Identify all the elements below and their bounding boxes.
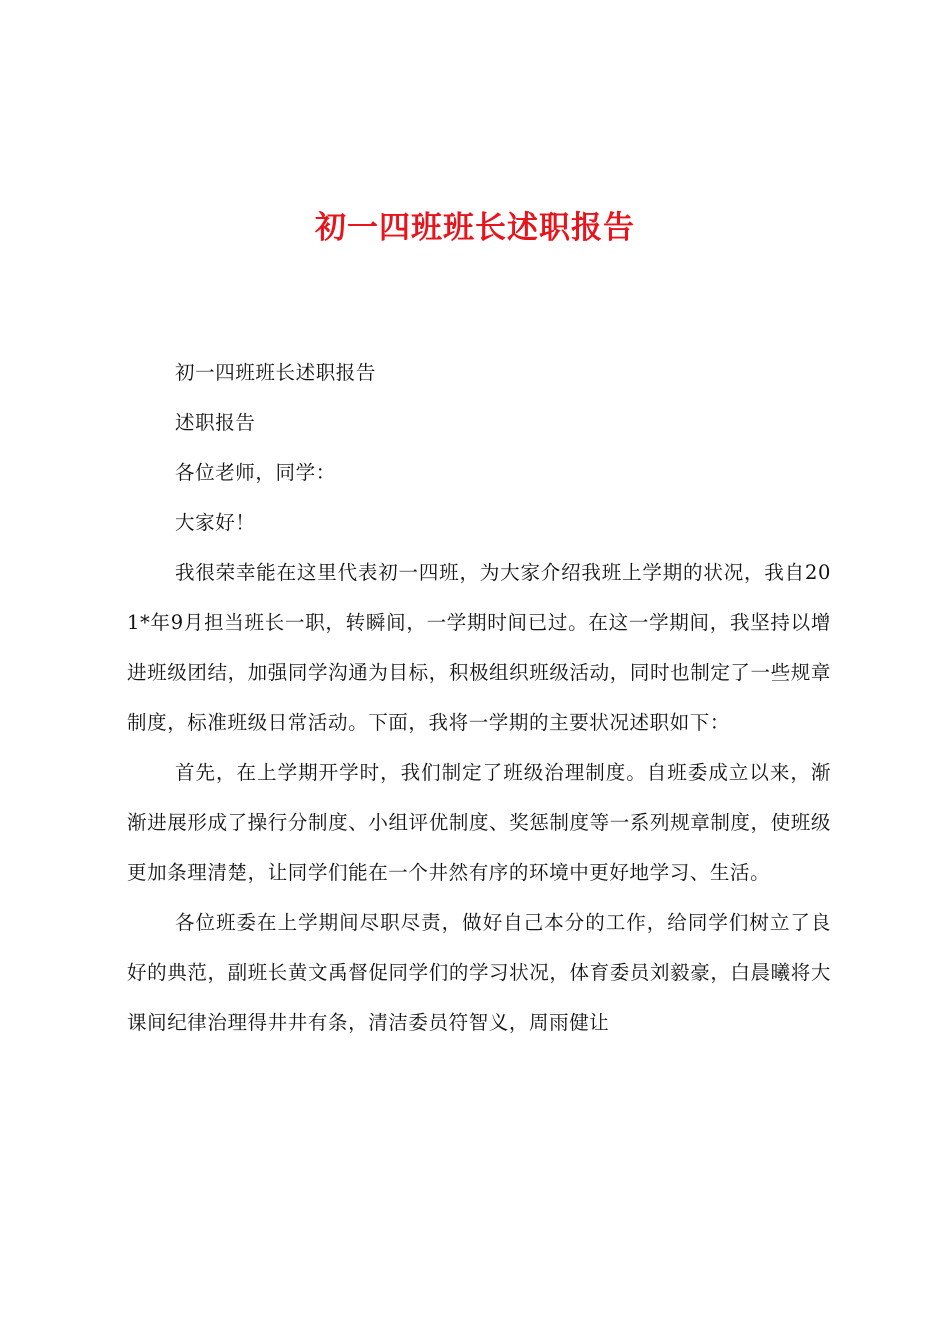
paragraph-committee: 各位班委在上学期间尽职尽责，做好自己本分的工作，给同学们树立了良好的典范，副班长黄文禹督促同学们的学习状况，体育委员刘毅豪，白晨曦将大课间纪律治理得井井有条，清洁委员符智义，周雨健让: [127, 911, 831, 1034]
document-title: 初一四班班长述职报告: [315, 210, 635, 246]
paragraph-greeting: 大家好！: [175, 511, 256, 534]
document-body: [127, 348, 831, 1048]
paragraph-intro: 我很荣幸能在这里代表初一四班，为大家介绍我班上学期的状况，我自201*年9月担当班长一职，转瞬间，一学期时间已过。在这一学期间，我坚持以增进班级团结，加强同学沟通为目标，积极组织班级活动，同时也制定了一些规章制度，标准班级日常活动。下面，我将一学期的主要状况述职如下：: [127, 561, 831, 734]
paragraph-subheading: 述职报告: [175, 411, 256, 434]
paragraph-rules: 首先，在上学期开学时，我们制定了班级治理制度。自班委成立以来，渐渐进展形成了操行分制度、小组评优制度、奖惩制度等一系列规章制度，使班级更加条理清楚，让同学们能在一个井然有序的环境中更好地学习、生活。: [127, 761, 831, 884]
paragraph-salutation: 各位老师，同学：: [175, 461, 336, 484]
paragraph-heading: 初一四班班长述职报告: [175, 361, 377, 384]
